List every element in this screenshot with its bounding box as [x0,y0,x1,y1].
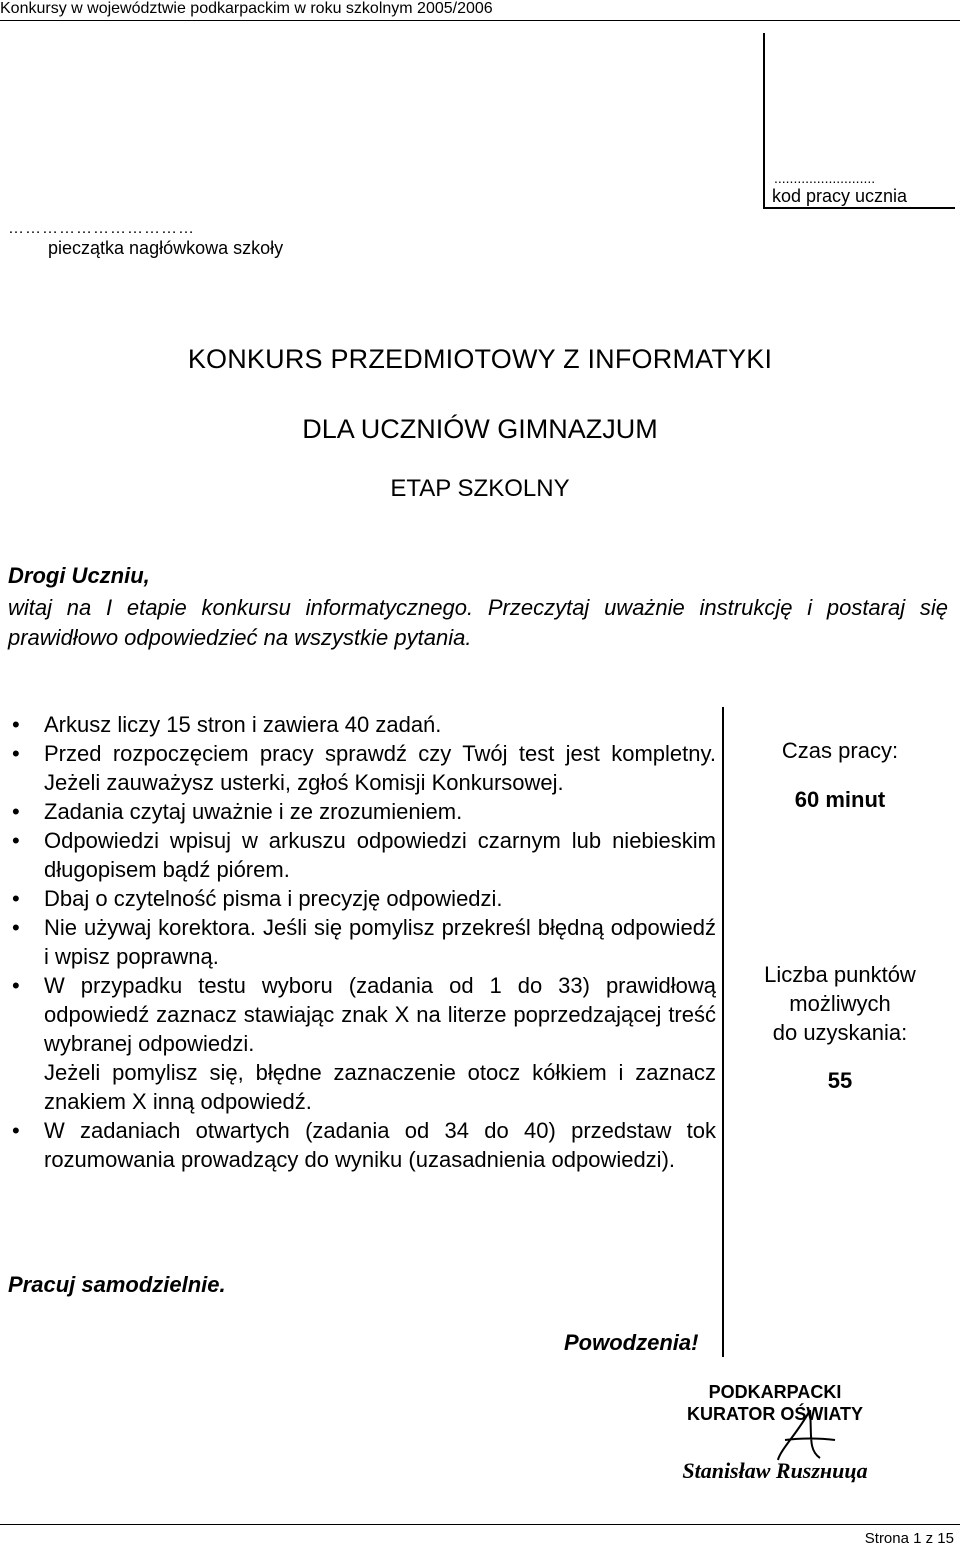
svg-text:KURATOR OŚWIATY: KURATOR OŚWIATY [687,1404,863,1424]
instruction-item: • W przypadku testu wyboru (zadania od 1 do 33) prawidłową odpowiedź zaznacz stawiając znak X na literze poprzedzającej treść wybranej odpowiedzi. [8,971,716,1058]
work-alone-note: Pracuj samodzielnie. [8,1272,226,1297]
student-code-dots: .......................... [774,170,876,186]
svg-text:Stanisław Ruszница: Stanisław Ruszница [682,1458,868,1483]
points-label-line2: możliwych [789,991,891,1016]
page-number: Strona 1 z 15 [864,1530,954,1547]
school-stamp-dots: …………………………… [8,220,195,237]
instruction-item: • Dbaj o czytelność pisma i precyzję odpowiedzi. [8,884,716,913]
contest-title: KONKURS PRZEDMIOTOWY Z INFORMATYKI [187,344,773,374]
school-stamp-label: pieczątka nagłówkowa szkoły [48,238,284,258]
contest-stage: ETAP SZKOLNY [390,475,570,502]
good-luck-note: Powodzenia! [564,1330,699,1355]
footer-divider [0,1524,960,1525]
curator-seal-signature [660,1380,890,1485]
points-value: 55 [827,1068,853,1093]
points-label-line3: do uzyskania: [772,1020,908,1045]
greeting-intro: witaj na I etapie konkursu informatycznego. Przeczytaj uważnie instrukcję i postaraj się prawidłowo odpowiedzieć na wszystkie pytania. [8,595,948,650]
column-divider [722,707,724,1357]
instruction-item: • Przed rozpoczęciem pracy sprawdź czy Twój test jest kompletny. Jeżeli zauważysz usterki, zgłoś Komisji Konkursowej. [8,739,716,797]
instructions-list [8,710,716,1174]
greeting-salutation: Drogi Uczniu, [8,563,150,588]
page-header-title: Konkursy w województwie podkarpackim w roku szkolnym 2005/2006 [0,0,493,17]
instruction-item: • Arkusz liczy 15 stron i zawiera 40 zadań. [8,710,716,739]
instruction-item: • Nie używaj korektora. Jeśli się pomylisz przekreśl błędną odpowiedź i wpisz poprawną. [8,913,716,971]
instruction-item: • Odpowiedzi wpisuj w arkuszu odpowiedzi czarnym lub niebieskim długopisem bądź piórem. [8,826,716,884]
instruction-item: • W zadaniach otwartych (zadania od 34 do 40) przedstaw tok rozumowania prowadzący do wyniku (uzasadnienia odpowiedzi). [8,1116,716,1174]
header-divider [0,20,960,21]
time-value: 60 minut [794,787,886,812]
student-code-label: kod pracy ucznia [772,186,908,206]
time-label: Czas pracy: [781,738,899,763]
points-label-line1: Liczba punktów [764,962,916,987]
instruction-item-continuation: Jeżeli pomylisz się, błędne zaznaczenie otocz kółkiem i zaznacz znakiem X inną odpowiedź. [44,1060,716,1114]
instruction-item: • Zadania czytaj uważnie i ze zrozumieniem. [8,797,716,826]
contest-audience: DLA UCZNIÓW GIMNAZJUM [302,414,658,444]
svg-text:PODKARPACKI: PODKARPACKI [708,1382,842,1402]
